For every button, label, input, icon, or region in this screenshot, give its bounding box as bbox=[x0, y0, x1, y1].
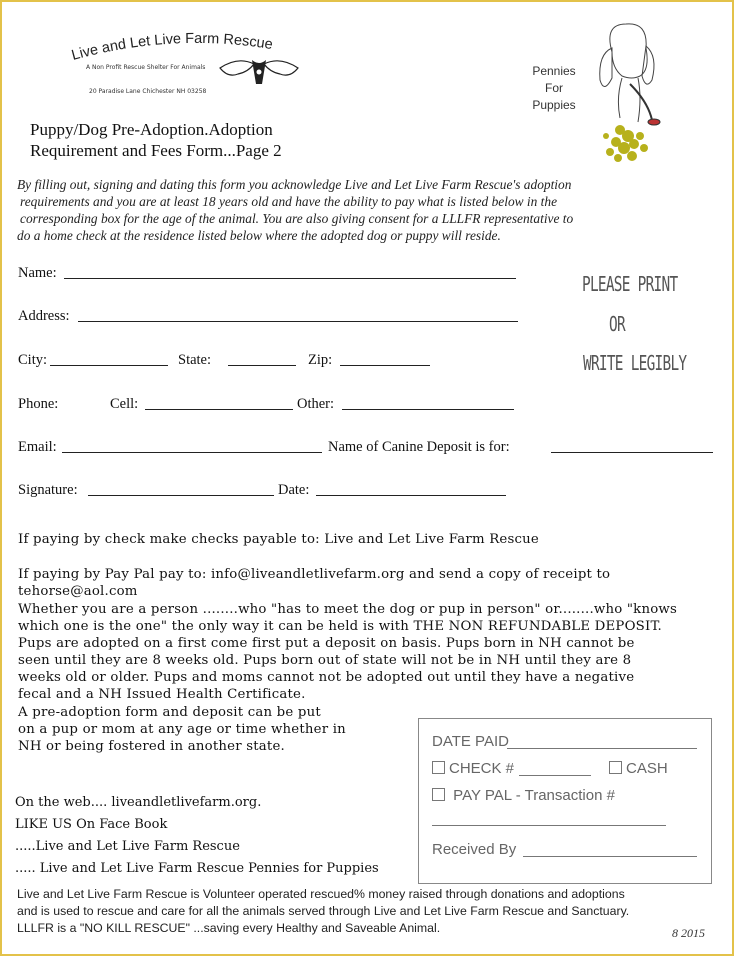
office-payment-box bbox=[418, 718, 712, 884]
org-tagline: A Non Profit Rescue Shelter For Animals bbox=[86, 64, 206, 71]
paypal-checkbox[interactable] bbox=[432, 788, 445, 801]
paypal-option[interactable]: PAY PAL - Transaction # bbox=[432, 787, 615, 804]
horse-logo-icon bbox=[218, 54, 300, 90]
intro-line-2: requirements and you are at least 18 years old and have the ability to pay what is listed below in the bbox=[20, 194, 558, 209]
name-label: Name: bbox=[18, 265, 57, 281]
date-paid-field[interactable] bbox=[507, 748, 697, 749]
paypal-text-line1: If paying by Pay Pal pay to: info@liveandletlivefarm.org and send a copy of receipt to bbox=[18, 567, 611, 582]
preadoption-line-1: A pre-adoption form and deposit can be put bbox=[18, 705, 321, 720]
facebook-like-text: LIKE US On Face Book bbox=[15, 817, 168, 832]
pennies-for-puppies: Pennies For Puppies bbox=[532, 64, 576, 112]
facebook-page-2: ..... Live and Let Live Farm Rescue Pennies for Puppies bbox=[15, 861, 379, 876]
puppy-illustration-icon bbox=[590, 18, 672, 166]
canine-deposit-field[interactable] bbox=[551, 452, 713, 453]
city-field[interactable] bbox=[50, 365, 168, 366]
check-checkbox[interactable] bbox=[432, 761, 445, 774]
other-label: Other: bbox=[297, 396, 335, 412]
cell-label: Cell: bbox=[110, 396, 139, 412]
signature-field[interactable] bbox=[88, 495, 274, 496]
canine-deposit-label: Name of Canine Deposit is for: bbox=[328, 439, 510, 455]
policy-line-1: Whether you are a person ........who "has to meet the dog or pup in person" or........who "knows bbox=[18, 602, 678, 617]
date-label: Date: bbox=[278, 482, 310, 498]
form-title-line2: Requirement and Fees Form...Page 2 bbox=[30, 141, 282, 160]
cash-checkbox[interactable] bbox=[609, 761, 622, 774]
email-label: Email: bbox=[18, 439, 57, 455]
state-label: State: bbox=[178, 352, 212, 368]
intro-line-3: corresponding box for the age of the animal. You are also giving consent for a LLLFR representative to bbox=[20, 211, 574, 226]
email-field[interactable] bbox=[62, 452, 322, 453]
form-title-line1: Puppy/Dog Pre-Adoption.Adoption bbox=[30, 120, 273, 139]
check-number-field[interactable] bbox=[519, 775, 591, 776]
cash-option[interactable]: CASH bbox=[609, 760, 668, 777]
preadoption-line-3: NH or being fostered in another state. bbox=[18, 739, 285, 754]
state-field[interactable] bbox=[228, 365, 296, 366]
name-field[interactable] bbox=[64, 278, 516, 279]
paypal-text-line2: tehorse@aol.com bbox=[18, 584, 138, 599]
phone-label: Phone: bbox=[18, 396, 59, 412]
policy-line-4: seen until they are 8 weeks old. Pups born out of state will not be in NH until they are 8 bbox=[18, 653, 632, 668]
print-notice-line2: OR bbox=[609, 312, 625, 336]
policy-line-2: which one is the one" the only way it can be held is with THE NON REFUNDABLE DEPOSIT. bbox=[18, 619, 662, 634]
intro-line-4: do a home check at the residence listed below where the adopted dog or puppy will reside. bbox=[17, 228, 501, 243]
facebook-page-1: .....Live and Let Live Farm Rescue bbox=[15, 839, 240, 854]
footer-line-2: and is used to rescue and care for all the animals served through Live and Let Live Farm Rescue and Sanctuary. bbox=[17, 904, 630, 918]
zip-label: Zip: bbox=[308, 352, 333, 368]
check-payable-text: If paying by check make checks payable to: Live and Let Live Farm Rescue bbox=[18, 532, 539, 547]
date-field[interactable] bbox=[316, 495, 506, 496]
policy-line-3: Pups are adopted on a first come first put a deposit on basis. Pups born in NH cannot be bbox=[18, 636, 635, 651]
print-notice-line3: WRITE LEGIBLY bbox=[583, 351, 687, 375]
preadoption-line-2: on a pup or mom at any age or time whether in bbox=[18, 722, 346, 737]
other-field[interactable] bbox=[342, 409, 514, 410]
received-by-label: Received By bbox=[432, 841, 517, 858]
policy-line-6: fecal and a NH Issued Health Certificate. bbox=[18, 687, 306, 702]
website-text: On the web.... liveandletlivefarm.org. bbox=[15, 795, 262, 810]
address-field[interactable] bbox=[78, 321, 518, 322]
org-name: Live and Let Live Farm Rescue bbox=[69, 30, 274, 64]
org-address: 20 Paradise Lane Chichester NH 03258 bbox=[89, 88, 207, 95]
print-notice-line1: PLEASE PRINT bbox=[582, 272, 678, 296]
city-label: City: bbox=[18, 352, 48, 368]
received-by-field[interactable] bbox=[523, 856, 697, 857]
footer-line-3: LLLFR is a "NO KILL RESCUE" ...saving every Healthy and Saveable Animal. bbox=[17, 921, 441, 935]
transaction-number-field[interactable] bbox=[432, 825, 666, 826]
footer-line-1: Live and Let Live Farm Rescue is Volunteer operated rescued% money raised through donations and adoptions bbox=[17, 887, 625, 901]
zip-field[interactable] bbox=[340, 365, 430, 366]
cell-field[interactable] bbox=[145, 409, 293, 410]
policy-line-5: weeks old or older. Pups and moms cannot not be adopted out until they have a negative bbox=[18, 670, 635, 685]
signature-label: Signature: bbox=[18, 482, 78, 498]
form-version-date: 8 2015 bbox=[672, 926, 705, 940]
check-option[interactable]: CHECK # bbox=[432, 760, 514, 777]
intro-line-1: By filling out, signing and dating this form you acknowledge Live and Let Live Farm Rescue's adoption bbox=[17, 177, 572, 192]
date-paid-label: DATE PAID bbox=[432, 733, 509, 750]
address-label: Address: bbox=[18, 308, 70, 324]
